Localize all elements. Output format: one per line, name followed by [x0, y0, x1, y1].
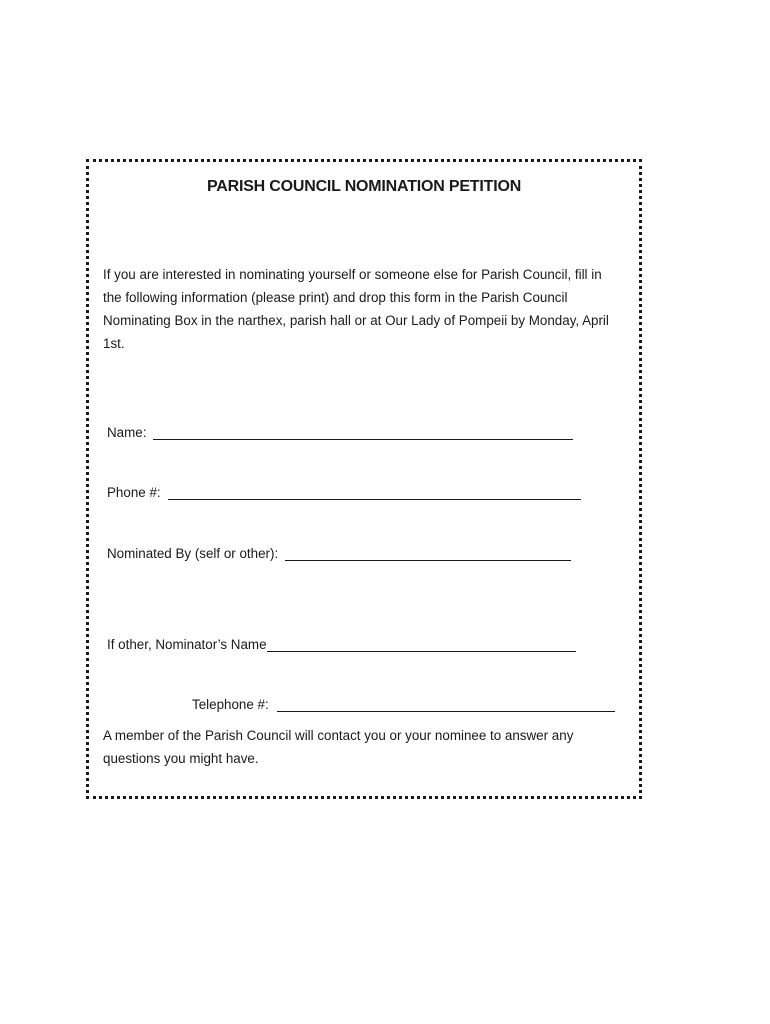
- name-label: Name:: [107, 425, 147, 440]
- nominator-name-input-line[interactable]: [267, 637, 576, 652]
- nominated-by-label: Nominated By (self or other):: [107, 546, 279, 561]
- telephone-label: Telephone #:: [192, 697, 269, 712]
- telephone-field: [192, 697, 615, 712]
- nomination-form: [86, 159, 642, 799]
- closing-paragraph: A member of the Parish Council will contact you or your nominee to answer any questions you might have.: [103, 728, 574, 766]
- nominated-by-input-line[interactable]: [285, 546, 571, 561]
- phone-input-line[interactable]: [168, 485, 581, 500]
- phone-field: [107, 485, 581, 500]
- name-field: [107, 425, 573, 440]
- nominator-name-label: If other, Nominator’s Name: [107, 637, 267, 652]
- intro-paragraph: If you are interested in nominating yourself or someone else for Parish Council, fill in the following information (please print) and drop this form in the Parish Council Nominating Box in the narthex, parish hall or at Our Lady of Pompeii by Monday, April 1st.: [103, 267, 609, 351]
- telephone-input-line[interactable]: [277, 697, 615, 712]
- nominated-by-field: [107, 546, 571, 561]
- form-title: PARISH COUNCIL NOMINATION PETITION: [206, 178, 522, 195]
- phone-label: Phone #:: [107, 485, 161, 500]
- name-input-line[interactable]: [153, 425, 573, 440]
- nominator-name-field: [107, 637, 576, 652]
